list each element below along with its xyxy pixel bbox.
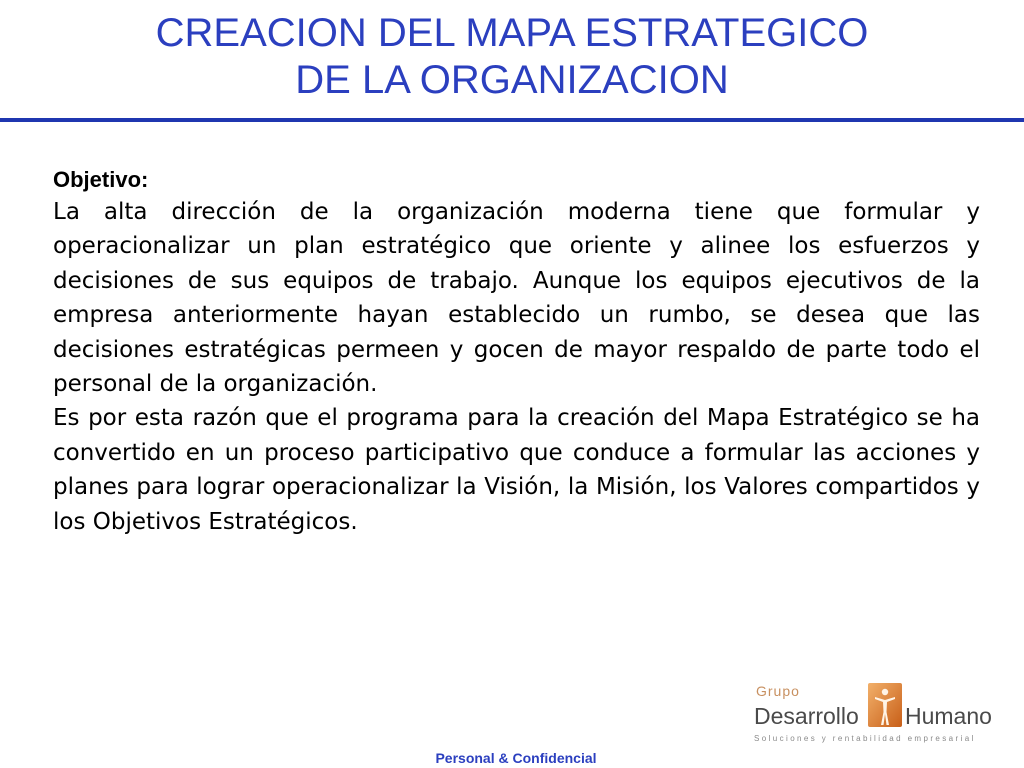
body-paragraph-1: La alta dirección de la organización moderna tiene que formular y operacionalizar un plan estratégico que oriente y alinee los esfuerzos y decisiones de sus equipos de trabajo. Aunque los equipos ejecutivos de la empresa anteriormente hayan establecido un rumbo, se desea que las decisiones estratégicas permeen y gocen de mayor respaldo de parte todo el personal de la organización. (53, 199, 980, 398)
logo-word-desarrollo: Desarrollo (754, 703, 859, 729)
objective-label: Objetivo: (53, 167, 149, 192)
logo-grupo-text: Grupo (756, 683, 800, 699)
logo-tagline: Soluciones y rentabilidad empresarial (754, 734, 976, 743)
footer-confidential: Personal & Confidencial (435, 750, 597, 766)
slide-title (0, 10, 1024, 104)
slide-title-line-1: CREACION DEL MAPA ESTRATEGICO (155, 11, 869, 55)
company-logo (752, 683, 1012, 749)
human-figure-emblem-icon (868, 683, 902, 727)
logo-word-humano: Humano (905, 703, 992, 729)
slide-body (53, 165, 980, 539)
slide-title-line-2: DE LA ORGANIZACION (295, 58, 729, 102)
body-paragraph-2: Es por esta razón que el programa para la creación del Mapa Estratégico se ha convertido en un proceso participativo que conduce a formular las acciones y planes para lograr operacionalizar la Visión, la Misión, los Valores compartidos y los Objetivos Estratégicos. (53, 405, 980, 535)
title-divider (0, 118, 1024, 122)
